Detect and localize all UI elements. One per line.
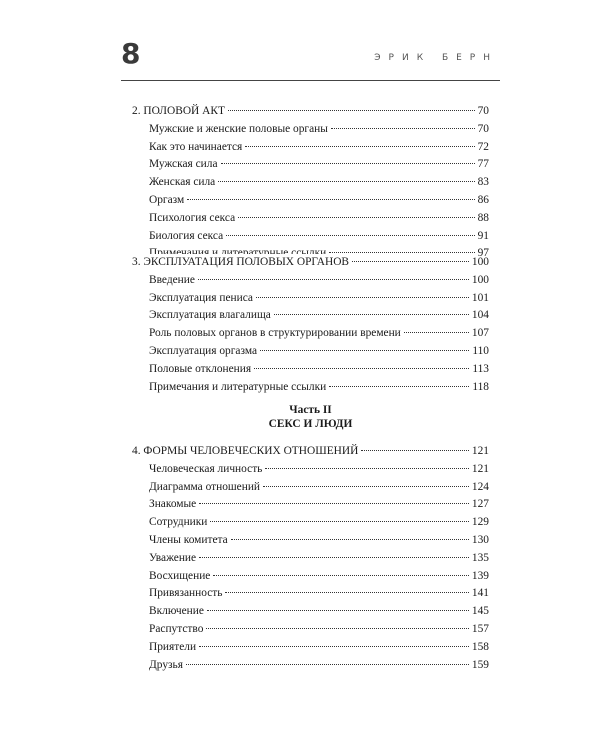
toc-entry[interactable] xyxy=(132,210,489,228)
toc-section-4 xyxy=(132,443,489,674)
toc-entry[interactable] xyxy=(132,496,489,514)
toc-entry-title: Женская сила xyxy=(149,174,218,192)
toc-leader-dots xyxy=(199,503,469,504)
toc-entry-title: Введение xyxy=(149,272,198,290)
toc-page-number: 70 xyxy=(477,122,489,135)
toc-page-number: 145 xyxy=(471,605,489,618)
header-rule xyxy=(121,80,500,81)
toc-page-number: 107 xyxy=(471,327,489,340)
toc-page-number: 97 xyxy=(477,247,489,260)
toc-leader-dots xyxy=(221,163,475,164)
toc-page-number: 121 xyxy=(471,462,489,475)
toc-entry-title: Включение xyxy=(149,603,207,621)
toc-entry-title: 3. ЭКСПЛУАТАЦИЯ ПОЛОВЫХ ОРГАНОВ xyxy=(132,254,352,272)
toc-page-number: 104 xyxy=(471,309,489,322)
toc-entry-title: Мужские и женские половые органы xyxy=(149,121,331,139)
toc-page-number: 83 xyxy=(477,176,489,189)
toc-leader-dots xyxy=(254,368,469,369)
toc-entry-title: Половые отклонения xyxy=(149,361,254,379)
toc-page-number: 157 xyxy=(471,622,489,635)
toc-leader-dots xyxy=(198,279,469,280)
toc-entry-title: Биология секса xyxy=(149,228,226,246)
toc-leader-dots xyxy=(199,557,469,558)
toc-entry-title: Приятели xyxy=(149,639,199,657)
toc-entry[interactable] xyxy=(132,156,489,174)
toc-page-number: 159 xyxy=(471,658,489,671)
part-label: Часть II xyxy=(289,404,332,416)
toc-entry[interactable] xyxy=(132,603,489,621)
toc-leader-dots xyxy=(213,575,469,576)
toc-entry-title: Знакомые xyxy=(149,496,199,514)
toc-leader-dots xyxy=(218,181,474,182)
toc-page-number: 127 xyxy=(471,498,489,511)
toc-chapter-heading[interactable] xyxy=(132,103,489,121)
toc-page-number: 88 xyxy=(477,211,489,224)
toc-chapter-heading[interactable] xyxy=(132,443,489,461)
running-head-author: ЭРИК БЕРН xyxy=(374,53,498,63)
toc-entry-title: Психология секса xyxy=(149,210,238,228)
toc-entry-title: Эксплуатация оргазма xyxy=(149,343,260,361)
toc-entry-title: Эксплуатация влагалища xyxy=(149,307,274,325)
toc-entry[interactable] xyxy=(132,621,489,639)
toc-page-number: 139 xyxy=(471,569,489,582)
toc-leader-dots xyxy=(361,450,469,451)
toc-entry[interactable] xyxy=(132,307,489,325)
toc-page-number: 72 xyxy=(477,140,489,153)
toc-entry[interactable] xyxy=(132,479,489,497)
part-heading xyxy=(132,403,489,432)
toc-leader-dots xyxy=(207,610,469,611)
toc-entry-title: Эксплуатация пениса xyxy=(149,290,256,308)
toc-leader-dots xyxy=(260,350,469,351)
toc-entry[interactable] xyxy=(132,272,489,290)
toc-entry[interactable] xyxy=(132,550,489,568)
toc-entry[interactable] xyxy=(132,514,489,532)
toc-entry[interactable] xyxy=(132,657,489,675)
toc-entry[interactable] xyxy=(132,121,489,139)
toc-page-number: 118 xyxy=(472,380,489,393)
toc-entry-title: Роль половых органов в структурировании времени xyxy=(149,325,404,343)
toc-leader-dots xyxy=(274,314,469,315)
toc-leader-dots xyxy=(256,297,469,298)
toc-leader-dots xyxy=(228,110,475,111)
toc-page-number: 135 xyxy=(471,551,489,564)
toc-leader-dots xyxy=(238,217,474,218)
toc-entry[interactable] xyxy=(132,585,489,603)
toc-chapter-heading[interactable] xyxy=(132,254,489,272)
toc-entry[interactable] xyxy=(132,379,489,397)
toc-entry-title: Примечания и литературные ссылки xyxy=(149,379,329,397)
toc-page-number: 100 xyxy=(471,256,489,268)
toc-section-3 xyxy=(132,254,489,396)
toc-page-number: 130 xyxy=(471,533,489,546)
toc-entry-title: Диаграмма отношений xyxy=(149,479,263,497)
toc-entry[interactable] xyxy=(132,139,489,157)
toc-page-number: 100 xyxy=(471,273,489,286)
toc-page-number: 124 xyxy=(471,480,489,493)
toc-entry-title: 2. ПОЛОВОЙ АКТ xyxy=(132,103,228,121)
toc-entry-title: Уважение xyxy=(149,550,199,568)
toc-entry-title: Члены комитета xyxy=(149,532,231,550)
toc-leader-dots xyxy=(206,628,469,629)
toc-entry[interactable] xyxy=(132,290,489,308)
toc-leader-dots xyxy=(404,332,469,333)
toc-entry-title: Восхищение xyxy=(149,568,213,586)
toc-entry[interactable] xyxy=(132,461,489,479)
part-title: СЕКС И ЛЮДИ xyxy=(268,418,353,430)
toc-entry-title: Человеческая личность xyxy=(149,461,265,479)
toc-entry[interactable] xyxy=(132,228,489,246)
toc-page-number: 113 xyxy=(472,362,489,375)
toc-entry[interactable] xyxy=(132,174,489,192)
toc-entry-title: Привязанность xyxy=(149,585,225,603)
toc-page-number: 129 xyxy=(471,516,489,529)
toc-entry[interactable] xyxy=(132,532,489,550)
toc-leader-dots xyxy=(263,486,469,487)
toc-entry-title: Оргазм xyxy=(149,192,187,210)
toc-leader-dots xyxy=(186,664,469,665)
toc-leader-dots xyxy=(187,199,474,200)
toc-leader-dots xyxy=(329,386,469,387)
toc-leader-dots xyxy=(245,146,474,147)
toc-page-number: 110 xyxy=(472,344,489,357)
toc-entry[interactable] xyxy=(132,325,489,343)
toc-entry[interactable] xyxy=(132,568,489,586)
toc-entry-title: Мужская сила xyxy=(149,156,221,174)
toc-entry[interactable] xyxy=(132,639,489,657)
toc-leader-dots xyxy=(210,521,469,522)
toc-page-number: 121 xyxy=(471,445,489,457)
toc-entry-title: 4. ФОРМЫ ЧЕЛОВЕЧЕСКИХ ОТНОШЕНИЙ xyxy=(132,443,361,461)
toc-entry[interactable] xyxy=(132,361,489,379)
toc-leader-dots xyxy=(331,128,475,129)
toc-page-number: 141 xyxy=(471,587,489,600)
toc-leader-dots xyxy=(352,261,469,262)
toc-leader-dots xyxy=(225,592,468,593)
toc-entry-title: Как это начинается xyxy=(149,139,245,157)
toc-page-number: 158 xyxy=(471,640,489,653)
toc-leader-dots xyxy=(265,468,469,469)
toc-entry-title: Сотрудники xyxy=(149,514,210,532)
toc-page-number: 70 xyxy=(477,105,489,117)
toc-section-2 xyxy=(132,103,489,263)
toc-page-number: 101 xyxy=(471,291,489,304)
toc-leader-dots xyxy=(226,235,474,236)
toc-entry-title: Распутство xyxy=(149,621,206,639)
toc-page-number: 86 xyxy=(477,193,489,206)
toc-leader-dots xyxy=(231,539,469,540)
toc-leader-dots xyxy=(199,646,469,647)
toc-page-number: 91 xyxy=(477,229,489,242)
toc-entry[interactable] xyxy=(132,343,489,361)
page-number: 8 xyxy=(121,37,141,70)
toc-entry-title: Друзья xyxy=(149,657,186,675)
toc-page-number: 77 xyxy=(477,158,489,171)
toc-entry[interactable] xyxy=(132,192,489,210)
